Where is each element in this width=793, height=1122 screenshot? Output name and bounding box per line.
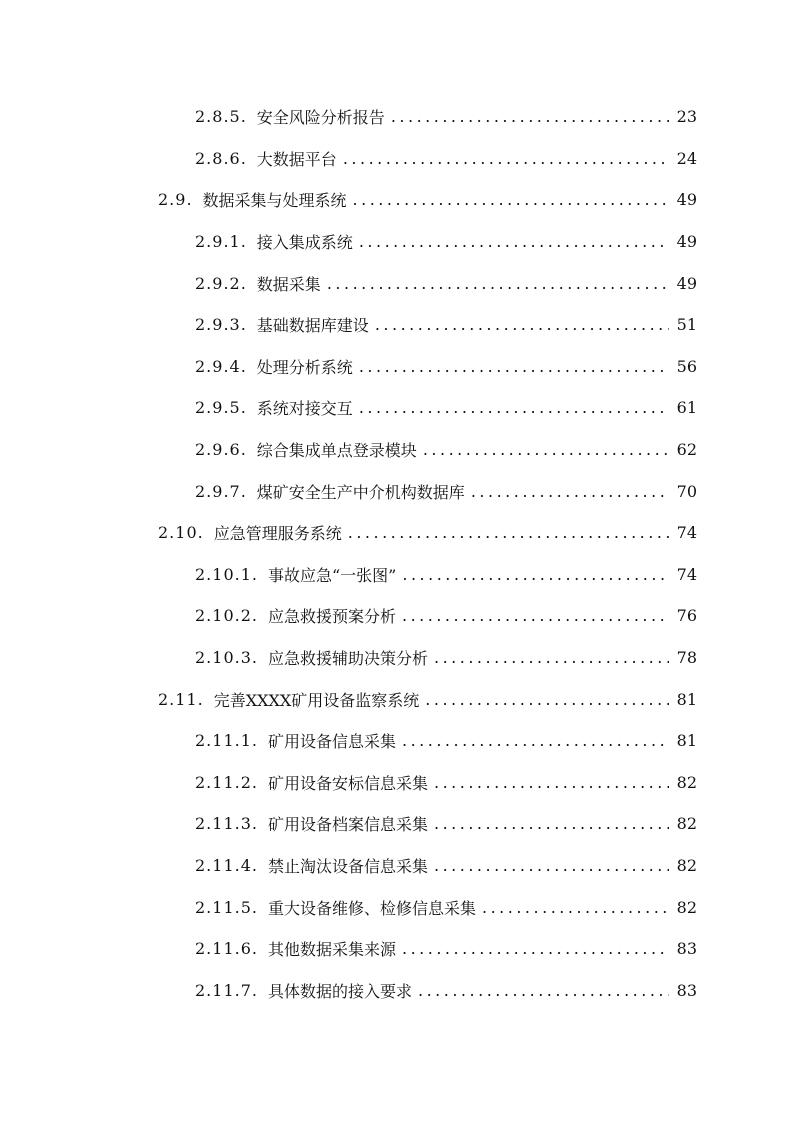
toc-entry[interactable] (0, 637, 793, 679)
toc-entry-page: 49 (676, 190, 697, 210)
toc-entry[interactable] (0, 470, 793, 512)
toc-entry[interactable] (0, 720, 793, 762)
toc-entry[interactable] (0, 886, 793, 928)
toc-dot-leader (375, 315, 669, 334)
toc-entry[interactable] (0, 595, 793, 637)
toc-entry-number: 2.11.3. (195, 814, 258, 834)
toc-entry-number: 2.11.6. (195, 939, 258, 959)
toc-dot-leader (359, 357, 669, 376)
toc-entry-title: 具体数据的接入要求 (267, 981, 412, 1001)
toc-entry-title: 系统对接交互 (256, 399, 353, 419)
toc-entry[interactable] (0, 762, 793, 804)
toc-entry-number: 2.9.6. (195, 440, 247, 460)
toc-entry-number: 2.11.4. (195, 855, 258, 875)
toc-entry-number: 2.10.2. (195, 606, 258, 626)
toc-dot-leader (423, 440, 669, 459)
toc-entry-title: 大数据平台 (256, 149, 337, 169)
toc-entry[interactable] (0, 387, 793, 429)
toc-entry-number: 2.8.6. (195, 148, 247, 168)
toc-entry-number: 2.9. (158, 190, 193, 210)
toc-entry[interactable] (0, 429, 793, 471)
toc-dot-leader (425, 690, 669, 709)
toc-dot-leader (482, 898, 669, 917)
toc-entry-number: 2.9.1. (195, 232, 247, 252)
toc-entry[interactable] (0, 803, 793, 845)
toc-entry-title: 矿用设备信息采集 (267, 732, 396, 752)
toc-entry-page: 81 (676, 731, 697, 751)
toc-dot-leader (402, 606, 669, 625)
toc-entry-page: 74 (676, 564, 697, 584)
toc-dot-leader (343, 149, 669, 168)
toc-entry-page: 82 (676, 855, 697, 875)
toc-entry-page: 82 (676, 897, 697, 917)
toc-entry-page: 56 (676, 356, 697, 376)
toc-entry-page: 82 (676, 814, 697, 834)
table-of-contents (0, 96, 793, 1011)
toc-entry[interactable] (0, 928, 793, 970)
toc-entry-page: 83 (676, 980, 697, 1000)
toc-entry-number: 2.11.2. (195, 772, 258, 792)
toc-entry-page: 82 (676, 772, 697, 792)
toc-entry-page: 62 (676, 440, 697, 460)
toc-entry-number: 2.10.3. (195, 648, 258, 668)
toc-dot-leader (359, 232, 669, 251)
toc-entry-number: 2.9.7. (195, 481, 247, 501)
toc-entry[interactable] (0, 262, 793, 304)
toc-entry-title: 接入集成系统 (256, 233, 353, 253)
toc-entry-page: 70 (676, 481, 697, 501)
toc-entry-page: 49 (676, 232, 697, 252)
toc-dot-leader (402, 939, 669, 958)
toc-dot-leader (434, 814, 669, 833)
toc-entry[interactable] (0, 845, 793, 887)
toc-dot-leader (471, 482, 669, 501)
toc-entry[interactable] (0, 678, 793, 720)
toc-dot-leader (402, 565, 669, 584)
toc-entry-title: 其他数据采集来源 (267, 940, 396, 960)
toc-dot-leader (418, 981, 669, 1000)
toc-entry-number: 2.9.4. (195, 356, 247, 376)
toc-dot-leader (402, 731, 669, 750)
toc-dot-leader (327, 274, 669, 293)
toc-entry-title: 矿用设备安标信息采集 (267, 773, 428, 793)
toc-dot-leader (434, 648, 669, 667)
toc-entry-page: 76 (676, 606, 697, 626)
toc-entry[interactable] (0, 512, 793, 554)
toc-entry-page: 23 (676, 107, 697, 127)
toc-entry-number: 2.11.1. (195, 731, 258, 751)
toc-entry-number: 2.11. (158, 689, 204, 709)
toc-entry-number: 2.11.7. (195, 980, 258, 1000)
toc-entry-title: 煤矿安全生产中介机构数据库 (256, 482, 465, 502)
toc-entry-title: 综合集成单点登录模块 (256, 441, 417, 461)
toc-entry[interactable] (0, 346, 793, 388)
toc-entry-title: 处理分析系统 (256, 357, 353, 377)
toc-entry-number: 2.9.3. (195, 315, 247, 335)
toc-entry[interactable] (0, 179, 793, 221)
toc-dot-leader (434, 856, 669, 875)
toc-entry[interactable] (0, 969, 793, 1011)
toc-entry-title: 应急救援辅助决策分析 (267, 649, 428, 669)
toc-entry-page: 24 (676, 148, 697, 168)
toc-entry-page: 83 (676, 939, 697, 959)
toc-entry-title: 安全风险分析报告 (256, 108, 385, 128)
toc-dot-leader (391, 107, 669, 126)
toc-entry-page: 74 (676, 523, 697, 543)
toc-entry-title: 重大设备维修、检修信息采集 (267, 898, 476, 918)
toc-entry[interactable] (0, 221, 793, 263)
toc-entry-number: 2.9.5. (195, 398, 247, 418)
toc-entry-page: 81 (676, 689, 697, 709)
toc-entry-page: 51 (676, 315, 697, 335)
toc-entry-page: 49 (676, 273, 697, 293)
toc-entry-title: 数据采集与处理系统 (202, 191, 347, 211)
toc-entry-number: 2.9.2. (195, 273, 247, 293)
toc-entry-title: 禁止淘汰设备信息采集 (267, 856, 428, 876)
toc-entry[interactable] (0, 138, 793, 180)
toc-entry-number: 2.10.1. (195, 564, 258, 584)
toc-entry-title: 基础数据库建设 (256, 316, 369, 336)
toc-entry-title: 应急管理服务系统 (213, 524, 342, 544)
toc-entry-number: 2.10. (158, 523, 204, 543)
toc-entry-title: 数据采集 (256, 274, 321, 294)
toc-entry-number: 2.8.5. (195, 107, 247, 127)
toc-entry-page: 78 (676, 648, 697, 668)
toc-entry-number: 2.11.5. (195, 897, 258, 917)
toc-dot-leader (434, 773, 669, 792)
toc-dot-leader (353, 190, 669, 209)
toc-entry[interactable] (0, 304, 793, 346)
toc-entry-title: 完善XXXX矿用设备监察系统 (213, 690, 420, 710)
toc-entry-title: 应急救援预案分析 (267, 607, 396, 627)
toc-dot-leader (348, 523, 669, 542)
toc-entry-title: 事故应急“一张图” (267, 565, 397, 585)
toc-dot-leader (359, 398, 669, 417)
toc-entry[interactable] (0, 554, 793, 596)
toc-entry-title: 矿用设备档案信息采集 (267, 815, 428, 835)
toc-entry[interactable] (0, 96, 793, 138)
toc-entry-page: 61 (676, 398, 697, 418)
